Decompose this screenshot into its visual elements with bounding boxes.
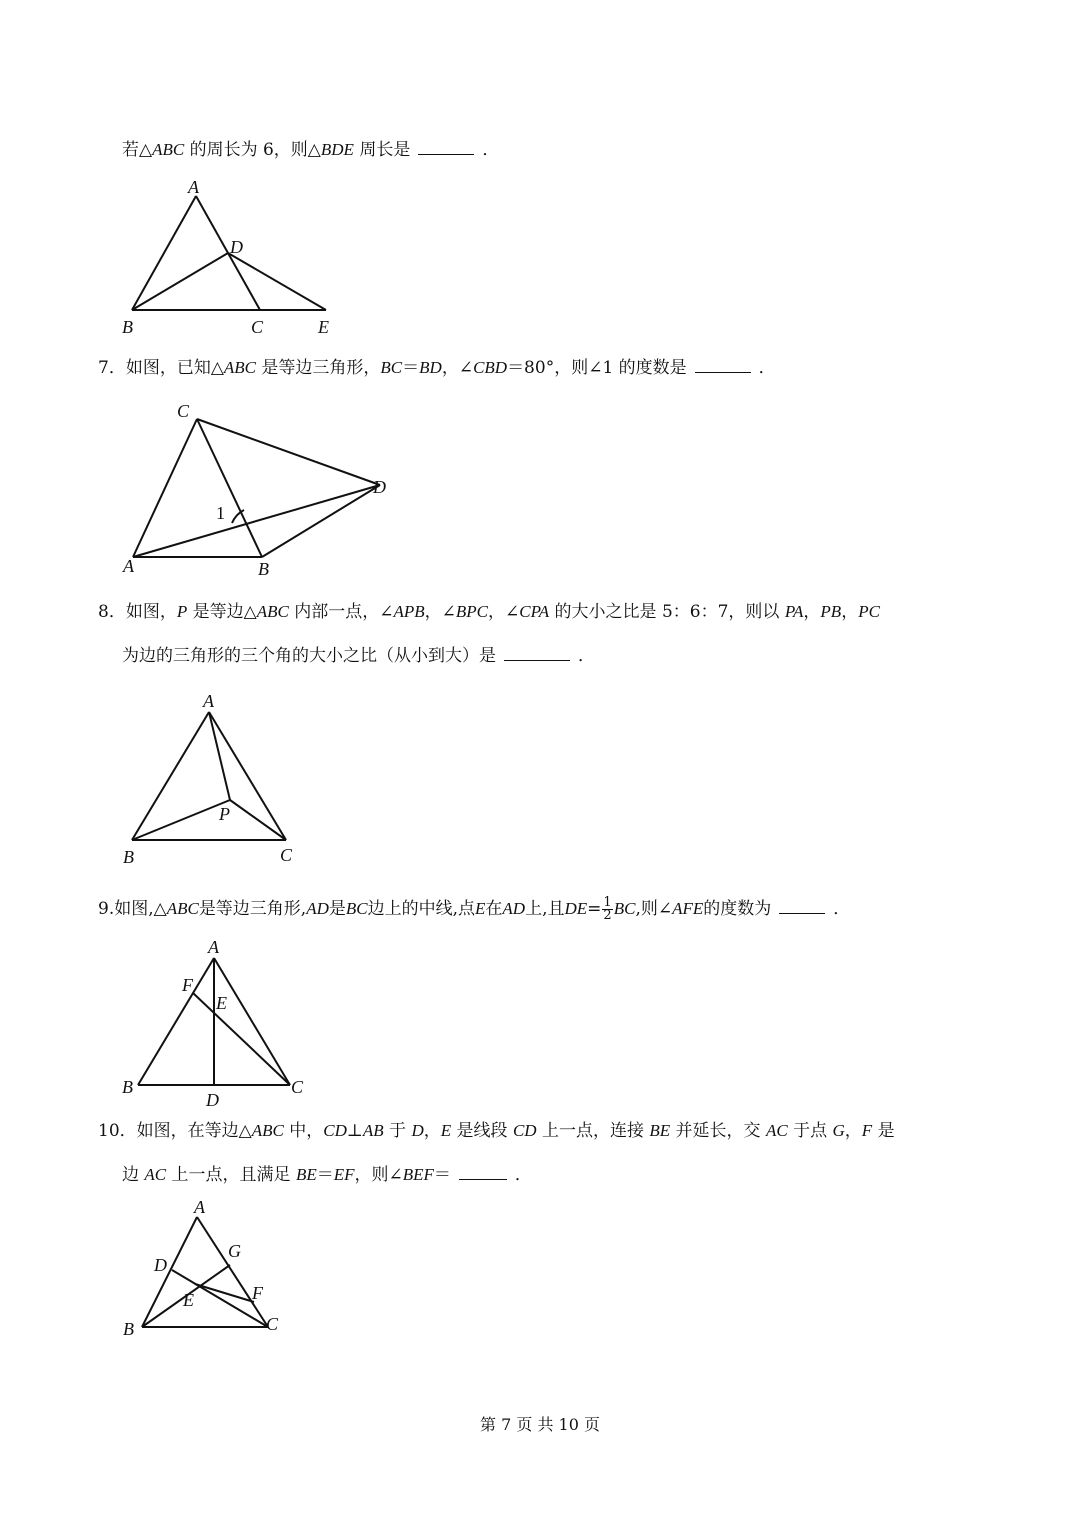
label-E: E: [318, 317, 329, 337]
figure-q6: [110, 175, 350, 349]
question-8-line-1: 8．如图，P 是等边△ABC 内部一点，∠APB，∠BPC，∠CPA 的大小之比是 5：6：7，则以 PA，PB，PC: [98, 602, 880, 622]
answer-blank[interactable]: [695, 356, 751, 373]
label-D: D: [154, 1255, 167, 1275]
figure-q10: [110, 1195, 310, 1349]
answer-blank[interactable]: [418, 138, 474, 155]
label-A: A: [188, 177, 199, 197]
label-A: A: [123, 556, 134, 576]
label-E: E: [216, 993, 227, 1013]
figure-q7: [110, 395, 410, 584]
label-G: G: [228, 1241, 241, 1261]
answer-blank[interactable]: [504, 644, 570, 661]
label-C: C: [280, 845, 293, 865]
label-C: C: [291, 1077, 304, 1097]
question-6-text: 若△ABC 的周长为 6，则△BDE 周长是 ．: [122, 140, 500, 160]
label-B: B: [122, 1077, 133, 1097]
angle-1-label: 1: [216, 503, 225, 523]
figure-q9: [110, 935, 330, 1119]
answer-blank[interactable]: [779, 897, 825, 914]
label-B: B: [123, 1319, 134, 1339]
label-C: C: [266, 1314, 279, 1334]
label-D: D: [373, 477, 386, 497]
label-B: B: [258, 559, 269, 579]
figure-q8: [110, 685, 310, 874]
label-D: D: [206, 1090, 219, 1110]
label-A: A: [208, 937, 219, 957]
label-A: A: [194, 1197, 205, 1217]
label-F: F: [252, 1283, 263, 1303]
question-9-text: 9.如图,△ABC是等边三角形,AD是BC边上的中线,点E在AD上,且DE= $\frac{1}{2}$ BC,则∠AFE的度数为 ．: [98, 895, 851, 923]
question-7-text: 7．如图，已知△ABC 是等边三角形，BC＝BD，∠CBD＝80°，则∠1 的度数是 ．: [98, 358, 776, 378]
label-D: D: [230, 237, 243, 257]
page-footer: 第 7 页 共 10 页: [480, 1415, 600, 1434]
question-10-line-2: 边 AC 上一点，且满足 BE＝EF，则∠BEF＝ ．: [122, 1165, 532, 1185]
question-8-line-2: 为边的三角形的三个角的大小之比（从小到大）是 ．: [122, 646, 595, 666]
label-E: E: [183, 1290, 194, 1310]
label-P: P: [219, 804, 230, 824]
label-C: C: [177, 401, 190, 421]
question-10-line-1: 10．如图，在等边△ABC 中，CD⊥AB 于 D，E 是线段 CD 上一点，连接 BE 并延长，交 AC 于点 G，F 是: [98, 1121, 895, 1141]
label-A: A: [203, 691, 214, 711]
label-F: F: [182, 975, 193, 995]
label-B: B: [123, 847, 134, 867]
label-B: B: [122, 317, 133, 337]
fraction-one-half: $\frac{1}{2}$: [603, 895, 612, 923]
label-C: C: [251, 317, 264, 337]
answer-blank[interactable]: [459, 1163, 507, 1180]
